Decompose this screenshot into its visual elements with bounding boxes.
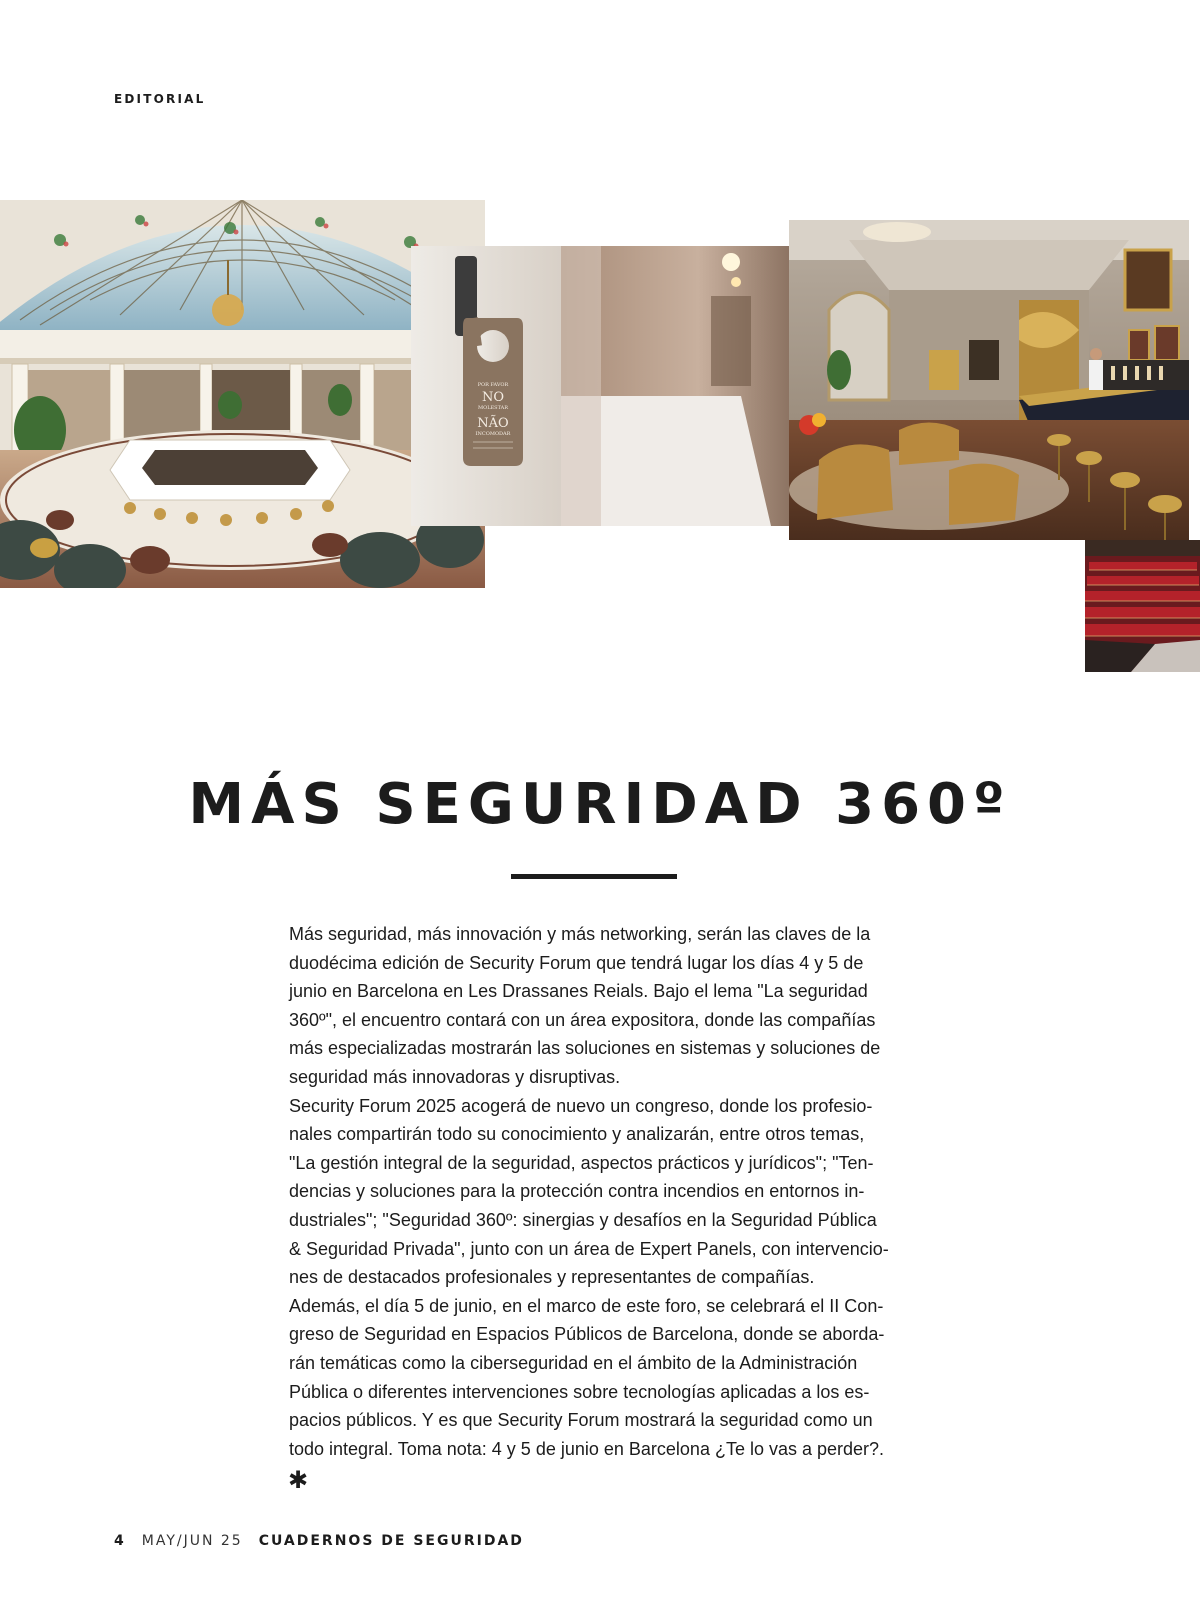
photo-auditorium-seats <box>1085 540 1200 672</box>
page-footer <box>114 1533 524 1549</box>
bar-lounge-image <box>789 220 1189 540</box>
end-mark-icon: ✱ <box>288 1466 309 1494</box>
hanger-line-3: MOLESTAR <box>477 405 509 411</box>
magazine-name: CUADERNOS DE SEGURIDAD <box>258 1533 524 1549</box>
hanger-line-4: NÃO <box>477 416 509 431</box>
article-title: MÁS SEGURIDAD 360º <box>188 772 1012 837</box>
page-number: 4 <box>114 1533 126 1549</box>
section-label: EDITORIAL <box>114 92 206 106</box>
hanger-line-2: NO <box>481 390 505 405</box>
article-body: Más seguridad, más innovación y más networking, serán las claves de la duodécima edición de Security Forum que tendrá lugar los días 4 y 5 de junio en Barcelona en Les Drassanes Reials. Bajo el lema "La seguridad 360º", el encuentro contará con un área expositora, donde las compañías más especializadas mostrarán las soluciones en sistemas y soluciones de seguridad más innovadoras y disruptivas. Security Forum 2025 acogerá de nuevo un congreso, donde los profesio- nales compartirán todo su conocimiento y analizarán, entre otros temas, "La gestión integral de la seguridad, aspectos prácticos y jurídicos"; "Ten- dencias y soluciones para la protección contra incendios en entornos in- dustriales"; "Seguridad 360º: sinergias y desafíos en la Seguridad Pública & Seguridad Privada", junto con un área de Expert Panels, con intervencio- nes de destacados profesionales y representantes de compañías. Además, el día 5 de junio, en el marco de este foro, se celebrará el II Con- greso de Seguridad en Espacios Públicos de Barcelona, donde se aborda- rán temáticas como la ciberseguridad en el ámbito de la Administración Pública o diferentes intervenciones sobre tecnologías aplicadas a los es- pacios públicos. Y es que Security Forum mostrará la seguridad como un todo integral. Toma nota: 4 y 5 de junio en Barcelona ¿Te lo vas a perder?. <box>289 924 889 1459</box>
photo-door-hanger <box>411 246 790 526</box>
hanger-line-1: POR FAVOR <box>477 382 509 388</box>
photo-bar-lounge <box>789 220 1189 540</box>
door-hanger-image <box>411 246 790 526</box>
title-divider <box>511 874 677 879</box>
auditorium-seats-image <box>1085 540 1200 672</box>
hanger-line-5: INCOMODAR <box>475 431 511 437</box>
issue-date: MAY/JUN 25 <box>141 1533 243 1549</box>
